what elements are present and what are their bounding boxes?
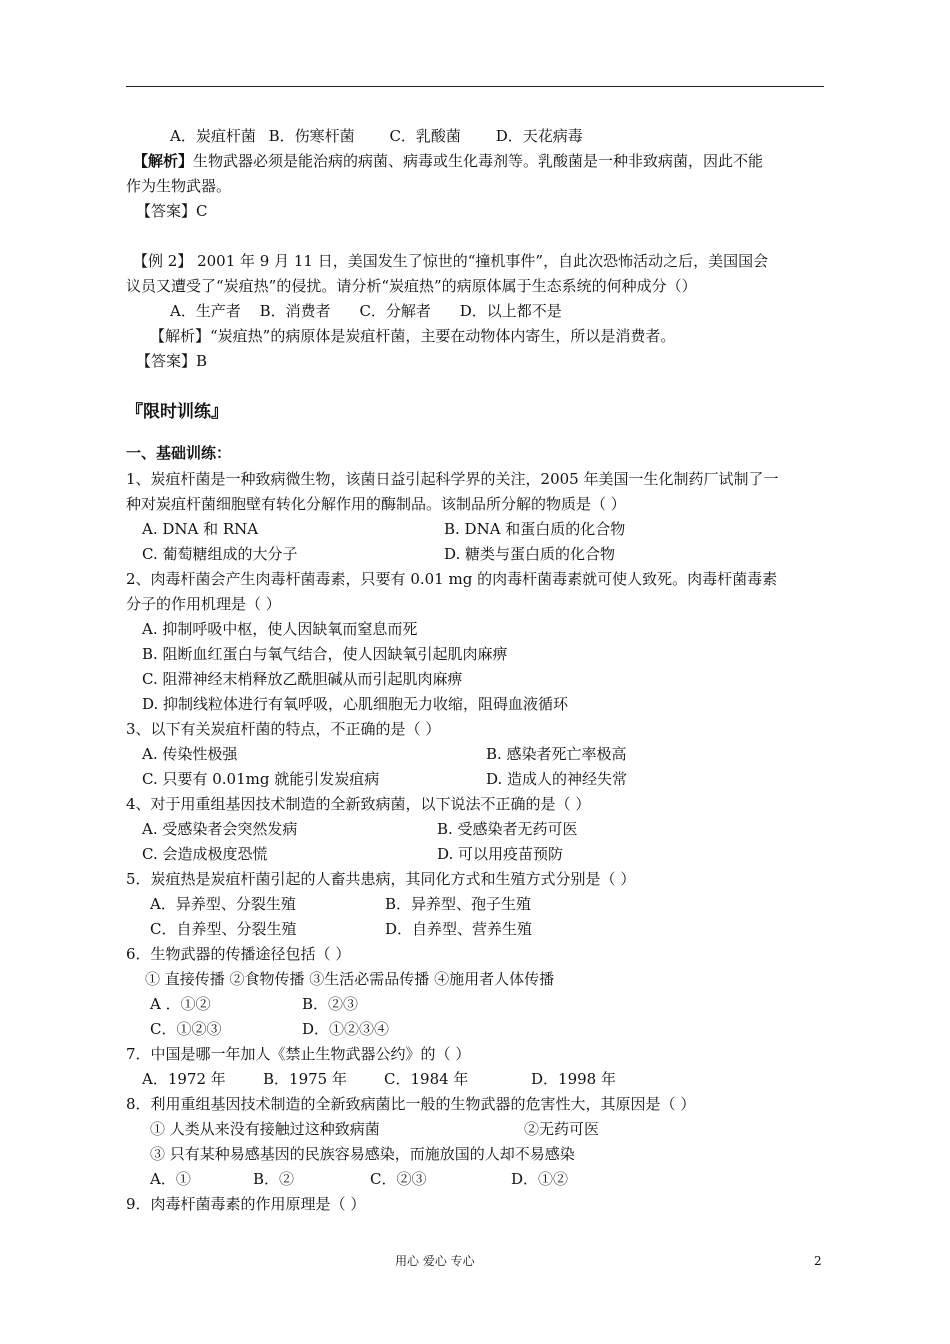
q4-option-d: D. 可以用疫苗预防 — [437, 845, 564, 863]
q8-text: 8．利用重组基因技术制造的全新致病菌比一般的生物武器的危害性大，其原因是（ ） — [126, 1095, 696, 1113]
q5-option-b: B．异养型、孢子生殖 — [385, 895, 532, 913]
q7-option-d: D．1998 年 — [531, 1070, 616, 1088]
subsection-title: 一、基础训练： — [126, 444, 232, 462]
q2-option-b: B. 阻断血红蛋白与氧气结合，使人因缺氧引起肌肉麻痹 — [142, 645, 508, 663]
analysis-text: 生物武器必须是能治病的病菌、病毒或生化毒剂等。乳酸菌是一种非致病菌，因此不能 — [193, 152, 764, 170]
q3-option-d: D. 造成人的神经失常 — [486, 770, 628, 788]
q4-option-b: B. 受感染者无药可医 — [437, 820, 578, 838]
section-title: 『限时训练』 — [126, 402, 228, 422]
prev-question-options — [170, 126, 583, 148]
prev-analysis-line-1 — [133, 151, 763, 173]
q8-item-1: ① 人类从来没有接触过这种致病菌 — [150, 1120, 380, 1138]
q5-option-a: A．异养型、分裂生殖 — [150, 895, 296, 913]
q8-option-d: D．①② — [511, 1170, 569, 1188]
q6-option-b: B．②③ — [302, 995, 359, 1013]
q7-option-c: C．1984 年 — [384, 1070, 469, 1088]
q1-line-1: 1、炭疽杆菌是一种致病微生物，该菌日益引起科学界的关注，2005 年美国一生化制药厂试制了一 — [126, 470, 779, 488]
page-number: 2 — [814, 1254, 822, 1268]
q2-option-d: D. 抑制线粒体进行有氧呼吸，心肌细胞无力收缩，阻碍血液循环 — [142, 695, 569, 713]
example2-option-b: B．消费者 — [259, 302, 331, 320]
q2-line-1: 2、肉毒杆菌会产生肉毒杆菌毒素，只要有 0.01 mg 的肉毒杆菌毒素就可使人致死。肉毒杆菌毒素 — [126, 570, 778, 588]
q6-option-d: D．①②③④ — [302, 1020, 390, 1038]
example2-answer: 【答案】B — [136, 352, 208, 370]
q7-text: 7．中国是哪一年加人《禁止生物武器公约》的（ ） — [126, 1045, 471, 1063]
analysis-label: 【解析】 — [133, 152, 194, 170]
q3-option-a: A. 传染性极强 — [142, 745, 238, 763]
q1-line-2: 种对炭疽杆菌细胞壁有转化分解作用的酶制品。该制品所分解的物质是（ ） — [126, 495, 626, 513]
q2-option-a: A. 抑制呼吸中枢，使人因缺氧而窒息而死 — [142, 620, 418, 638]
example2-analysis: 【解析】“炭疽热”的病原体是炭疽杆菌，主要在动物体内寄生，所以是消费者。 — [150, 327, 676, 345]
q1-option-b: B. DNA 和蛋白质的化合物 — [444, 520, 626, 538]
q1-option-a: A. DNA 和 RNA — [142, 520, 259, 538]
q1-option-d: D. 糖类与蛋白质的化合物 — [444, 545, 616, 563]
q8-option-a: A．① — [150, 1170, 191, 1188]
q9-text: 9．肉毒杆菌毒素的作用原理是（ ） — [126, 1195, 366, 1213]
q4-option-c: C. 会造成极度恐慌 — [142, 845, 268, 863]
q1-option-c: C. 葡萄糖组成的大分子 — [142, 545, 298, 563]
q2-line-2: 分子的作用机理是（ ） — [126, 595, 281, 613]
q6-items: ① 直接传播 ②食物传播 ③生活必需品传播 ④施用者人体传播 — [145, 970, 555, 988]
q2-option-c: C. 阻滞神经末梢释放乙酰胆碱从而引起肌肉麻痹 — [142, 670, 463, 688]
prev-option-c: C．乳酸菌 — [389, 127, 461, 145]
footer-center-text: 用心 爱心 专心 — [395, 1254, 475, 1268]
example2-option-c: C．分解者 — [359, 302, 431, 320]
q8-option-b: B．② — [253, 1170, 295, 1188]
q7-option-b: B．1975 年 — [263, 1070, 347, 1088]
example2-option-a: A．生产者 — [170, 302, 241, 320]
prev-answer: 【答案】C — [136, 202, 208, 220]
q8-option-c: C．②③ — [370, 1170, 427, 1188]
q5-option-d: D．自养型、营养生殖 — [385, 920, 533, 938]
prev-option-b: B．伤寒杆菌 — [268, 127, 355, 145]
q5-text: 5．炭疽热是炭疽杆菌引起的人畜共患病，其同化方式和生殖方式分别是（ ） — [126, 870, 636, 888]
example2-options — [170, 301, 562, 323]
q6-option-a: A ．①② — [150, 995, 211, 1013]
header-rule — [126, 86, 824, 87]
prev-option-d: D．天花病毒 — [495, 127, 583, 145]
q6-option-c: C．①②③ — [150, 1020, 222, 1038]
q3-text: 3、以下有关炭疽杆菌的特点，不正确的是（ ） — [126, 720, 441, 738]
example2-option-d: D．以上都不是 — [459, 302, 562, 320]
prev-analysis-line-2: 作为生物武器。 — [126, 177, 232, 195]
q8-item-2: ②无药可医 — [524, 1120, 600, 1138]
q5-option-c: C．自养型、分裂生殖 — [150, 920, 297, 938]
q3-option-c: C. 只要有 0.01mg 就能引发炭疽病 — [142, 770, 380, 788]
example2-line-2: 议员又遭受了“炭疽热”的侵扰。请分析“炭疽热”的病原体属于生态系统的何种成分（） — [126, 277, 697, 295]
example2-line-1: 【例 2】 2001 年 9 月 11 日，美国发生了惊世的“撞机事件”，自此次恐怖活动之后，美国国会 — [133, 252, 769, 270]
q7-option-a: A．1972 年 — [142, 1070, 226, 1088]
q8-item-3: ③ 只有某种易感基因的民族容易感染，而施放国的人却不易感染 — [150, 1145, 575, 1163]
q4-option-a: A. 受感染者会突然发病 — [142, 820, 298, 838]
q6-text: 6．生物武器的传播途径包括（ ） — [126, 945, 351, 963]
prev-option-a: A．炭疽杆菌 — [170, 127, 256, 145]
q3-option-b: B. 感染者死亡率极高 — [486, 745, 627, 763]
q4-text: 4、对于用重组基因技术制造的全新致病菌，以下说法不正确的是（ ） — [126, 795, 591, 813]
